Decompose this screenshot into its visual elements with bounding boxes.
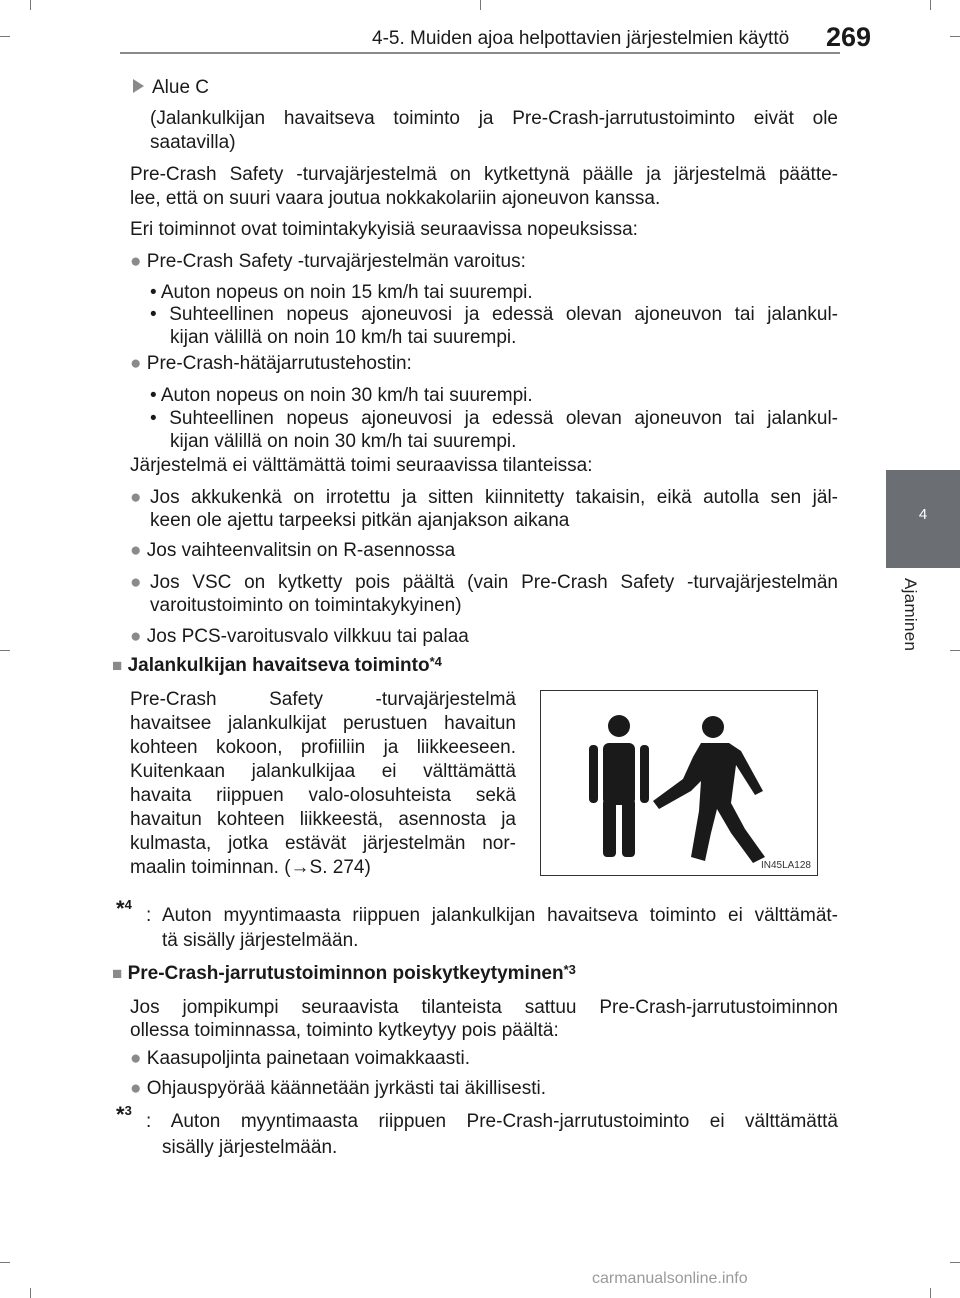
footnote-marker: *4 xyxy=(429,654,442,669)
bullet-icon: ● xyxy=(130,540,142,561)
list-item xyxy=(130,1047,470,1071)
section-marker-icon: ■ xyxy=(112,964,123,983)
standing-person-icon xyxy=(589,715,649,857)
pointer-icon xyxy=(133,79,144,93)
pedestrian-figures-icon xyxy=(541,691,817,875)
speeds-intro: Eri toiminnot ovat toimintakykyisiä seuraavissa nopeuksissa: xyxy=(130,219,638,240)
warning-item-cont: kijan välillä on noin 10 km/h tai suurempi. xyxy=(170,327,517,348)
section-heading xyxy=(112,962,576,986)
may-not-work-intro: Järjestelmä ei välttämättä toimi seuraavissa tilanteissa: xyxy=(130,455,593,476)
bullet-icon: ● xyxy=(130,626,142,647)
condition-text: Jos vaihteenvalitsin on R-asennossa xyxy=(146,540,456,561)
pedestrian-illustration xyxy=(540,690,818,876)
footnote-text-cont: sisälly järjestelmään. xyxy=(162,1137,338,1158)
bullet-icon: ● xyxy=(130,487,142,508)
paragraph-line: havaita riippuen valo-olosuhteista sekä xyxy=(130,785,516,806)
bullet-icon: ● xyxy=(130,353,142,374)
crop-mark xyxy=(0,36,10,37)
footnote-text: : Auton myyntimaasta riippuen jalankulkijan havaitseva toiminto ei välttämät- xyxy=(146,905,838,926)
intro-paragraph: Pre-Crash Safety -turvajärjestelmä on kytkettynä päälle ja järjestelmä päätte- xyxy=(130,164,838,185)
brake-item: • Suhteellinen nopeus ajoneuvosi ja edessä olevan ajoneuvon tai jalankul- xyxy=(150,408,838,429)
paragraph-line: havaitsee jalankulkijat perustuen havaitun xyxy=(130,713,516,734)
chapter-label: Ajaminen xyxy=(901,578,920,652)
condition-text: Jos akkukenkä on irrotettu ja sitten kiinnitetty takaisin, eikä autolla sen jäl- xyxy=(150,487,838,508)
brake-item-cont: kijan välillä on noin 30 km/h tai suurempi. xyxy=(170,431,517,452)
list-item xyxy=(130,250,526,274)
area-c-note-cont: saatavilla) xyxy=(150,132,236,153)
crop-mark xyxy=(0,650,10,651)
footnote-number: 3 xyxy=(124,1103,132,1118)
brake-item: • Auton nopeus on noin 30 km/h tai suurempi. xyxy=(150,385,533,406)
crop-mark xyxy=(950,650,960,651)
section-marker-icon: ■ xyxy=(112,656,123,675)
condition-text-cont: keen ole ajettu tarpeeksi pitkän ajanjakson aikana xyxy=(150,510,570,531)
area-c-label: Alue C xyxy=(152,77,210,98)
watermark: carmanualsonline.info xyxy=(592,1270,748,1287)
cancel-paragraph-cont: ollessa toiminnassa, toiminto kytkeytyy pois päältä: xyxy=(130,1020,559,1041)
pedestrian-heading: Jalankulkijan havaitseva toiminto xyxy=(127,655,430,676)
crop-mark xyxy=(950,36,960,37)
header-divider xyxy=(120,52,840,54)
walking-person-icon xyxy=(653,716,765,863)
paragraph-line: maalin toiminnan. (→S. 274) xyxy=(130,857,371,878)
bullet-icon: ● xyxy=(130,251,142,272)
warning-heading: Pre-Crash Safety -turvajärjestelmän varoitus: xyxy=(146,251,526,272)
cancel-item: Ohjauspyörää käännetään jyrkästi tai äkillisesti. xyxy=(146,1078,546,1099)
paragraph-line: Kuitenkaan jalankulkijaa ei välttämättä xyxy=(130,761,516,782)
crop-mark xyxy=(30,0,31,10)
paragraph-line: Pre-Crash Safety -turvajärjestelmä xyxy=(130,689,516,710)
condition-text-cont: varoitustoiminto on toimintakykyinen) xyxy=(150,595,462,616)
crop-mark xyxy=(930,0,931,10)
brake-assist-heading: Pre-Crash-hätäjarrutustehostin: xyxy=(146,353,412,374)
bullet-icon: ● xyxy=(130,1048,142,1069)
page-number: 269 xyxy=(826,22,872,52)
list-item xyxy=(130,571,141,595)
cancel-item: Kaasupoljinta painetaan voimakkaasti. xyxy=(146,1048,470,1069)
list-item xyxy=(130,625,469,649)
crop-mark xyxy=(930,1288,931,1298)
warning-item: • Auton nopeus on noin 15 km/h tai suurempi. xyxy=(150,282,533,303)
footnote-star: * xyxy=(116,896,125,921)
paragraph-line: havaitun kohteen liikkeestä, asennosta ja xyxy=(130,809,516,830)
paragraph-line: kulmasta, jotka estävät järjestelmän nor- xyxy=(130,833,516,854)
cancel-heading: Pre-Crash-jarrutustoiminnon poiskytkeytyminen xyxy=(127,963,564,984)
footnote-star: * xyxy=(116,1102,125,1127)
cancel-paragraph: Jos jompikumpi seuraavista tilanteista sattuu Pre-Crash-jarrutustoiminnon xyxy=(130,997,838,1018)
footnote-number: 4 xyxy=(124,897,132,912)
section-heading xyxy=(112,654,442,678)
warning-item: • Suhteellinen nopeus ajoneuvosi ja edessä olevan ajoneuvon tai jalankul- xyxy=(150,304,838,325)
list-item xyxy=(130,352,412,376)
crop-mark xyxy=(30,1288,31,1298)
footnote-text-cont: tä sisälly järjestelmään. xyxy=(162,930,359,951)
condition-text: Jos PCS-varoitusvalo vilkkuu tai palaa xyxy=(146,626,469,647)
crop-mark xyxy=(950,1262,960,1263)
condition-text: Jos VSC on kytketty pois päältä (vain Pre-Crash Safety -turvajärjestelmän xyxy=(150,572,838,593)
crop-mark xyxy=(0,1262,10,1263)
chapter-number: 4 xyxy=(918,506,928,523)
footnote xyxy=(116,897,132,923)
section-title: 4-5. Muiden ajoa helpottavien järjestelmien käyttö xyxy=(372,28,790,49)
list-item xyxy=(130,539,455,563)
paragraph-line: kohteen kokoon, profiiliin ja liikkeeseen. xyxy=(130,737,516,758)
pedestrian-paragraph xyxy=(130,688,516,880)
footnote-marker: *3 xyxy=(563,962,576,977)
area-c-note: (Jalankulkijan havaitseva toiminto ja Pre-Crash-jarrutustoiminto eivät ole xyxy=(150,108,838,129)
list-item xyxy=(130,1077,546,1101)
chapter-tab xyxy=(886,470,960,568)
footnote-text: : Auton myyntimaasta riippuen Pre-Crash-jarrutustoiminto ei välttämättä xyxy=(146,1111,838,1132)
intro-paragraph-cont: lee, että on suuri vaara joutua nokkakolariin ajoneuvon kanssa. xyxy=(130,188,661,209)
bullet-icon: ● xyxy=(130,572,142,593)
bullet-icon: ● xyxy=(130,1078,142,1099)
figure-code: IN45LA128 xyxy=(760,860,811,871)
footnote xyxy=(116,1103,132,1129)
crop-mark xyxy=(480,0,481,10)
